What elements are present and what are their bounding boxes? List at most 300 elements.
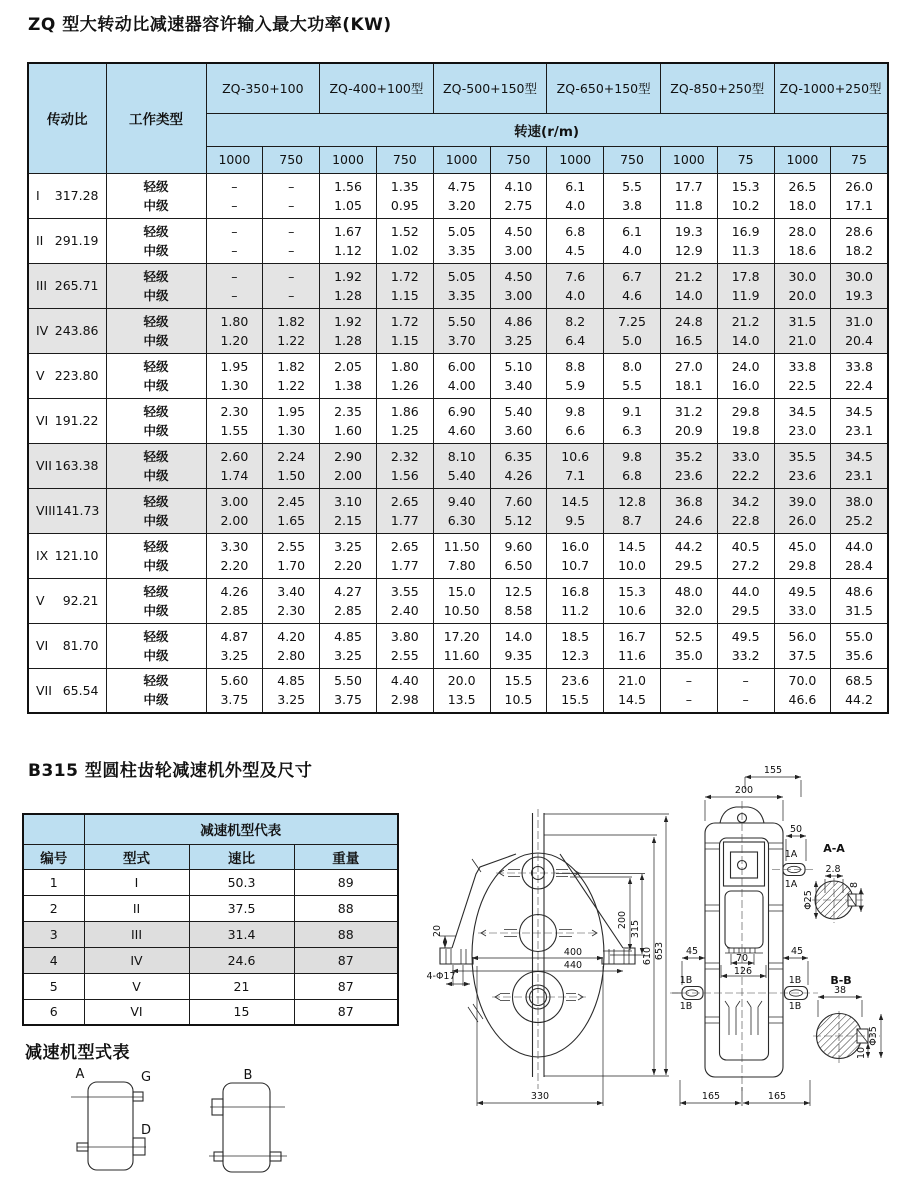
power-light-value: 7.60 bbox=[504, 493, 533, 509]
power-value-cell bbox=[547, 353, 604, 398]
power-medium-value: 2.85 bbox=[334, 602, 362, 618]
power-value-cell bbox=[547, 488, 604, 533]
power-medium-value: 3.8 bbox=[622, 197, 642, 213]
power-medium-value: 7.1 bbox=[565, 467, 586, 483]
model-table-cell: 87 bbox=[294, 973, 398, 999]
power-medium-value: 1.30 bbox=[220, 377, 249, 393]
power-medium-value: 29.8 bbox=[788, 557, 817, 573]
power-light-value: 7.25 bbox=[618, 313, 646, 329]
power-value-cell bbox=[320, 533, 377, 578]
worktype-cell bbox=[106, 623, 206, 668]
power-value-cell bbox=[263, 668, 320, 713]
power-light-value: 40.5 bbox=[731, 538, 760, 554]
type-table-title: 减速机型式表 bbox=[25, 1043, 130, 1063]
power-value-cell bbox=[717, 533, 774, 578]
power-medium-value: 2.98 bbox=[390, 692, 419, 708]
power-medium-value: 7.80 bbox=[447, 557, 476, 573]
power-value-cell bbox=[206, 578, 263, 623]
power-light-value: 2.65 bbox=[390, 538, 419, 554]
power-value-cell bbox=[831, 263, 888, 308]
power-light-value: 3.25 bbox=[334, 538, 362, 554]
power-light-value: 3.40 bbox=[277, 583, 306, 599]
power-value-cell bbox=[604, 353, 661, 398]
worktype-medium: 中级 bbox=[143, 332, 169, 348]
power-medium-value: 1.12 bbox=[334, 242, 362, 258]
power-light-value: 4.50 bbox=[504, 223, 533, 239]
power-medium-value: 1.30 bbox=[277, 422, 306, 438]
power-value-cell bbox=[433, 668, 490, 713]
power-light-value: 4.75 bbox=[447, 178, 476, 194]
speed-header: 750 bbox=[376, 146, 433, 173]
power-medium-value: 4.6 bbox=[622, 287, 642, 303]
model-table-header: 速比 bbox=[189, 844, 294, 869]
power-light-value: 1.67 bbox=[334, 223, 362, 239]
power-value-cell bbox=[433, 398, 490, 443]
worktype-medium: 中级 bbox=[143, 422, 169, 438]
ratio-value: 265.71 bbox=[54, 278, 99, 293]
power-light-value: 6.1 bbox=[622, 223, 642, 239]
power-medium-value: 11.2 bbox=[561, 602, 590, 618]
ratio-cell-content bbox=[29, 503, 106, 518]
power-medium-value: 2.15 bbox=[334, 512, 362, 528]
power-medium-value: 3.75 bbox=[334, 692, 362, 708]
power-light-value: 26.0 bbox=[845, 178, 873, 194]
worktype-light: 轻级 bbox=[143, 313, 169, 329]
dim-70: 70 bbox=[735, 953, 749, 964]
section-bb-title: B-B bbox=[830, 974, 852, 987]
power-value-cell bbox=[717, 488, 774, 533]
label-1b-lt: 1B bbox=[679, 975, 693, 986]
power-value-cell bbox=[320, 488, 377, 533]
power-medium-value: 1.56 bbox=[390, 467, 419, 483]
model-table-header-row bbox=[23, 844, 398, 869]
power-light-value: 19.3 bbox=[674, 223, 703, 239]
ratio-value: 92.21 bbox=[62, 593, 99, 608]
power-medium-value: 3.25 bbox=[504, 332, 533, 348]
power-medium-value: 18.6 bbox=[788, 242, 817, 258]
power-light-value: 14.5 bbox=[561, 493, 590, 509]
power-medium-value: 22.8 bbox=[731, 512, 760, 528]
power-light-value: 16.0 bbox=[561, 538, 590, 554]
power-value-cell bbox=[433, 488, 490, 533]
speed-header: 1000 bbox=[320, 146, 377, 173]
power-light-value: 34.5 bbox=[788, 403, 817, 419]
power-light-value: 36.8 bbox=[674, 493, 703, 509]
power-medium-value: 1.22 bbox=[277, 332, 306, 348]
power-light-value: 6.8 bbox=[565, 223, 586, 239]
power-value-cell bbox=[717, 218, 774, 263]
model-table-cell: 89 bbox=[294, 869, 398, 895]
model-table bbox=[22, 813, 399, 1026]
power-value-cell bbox=[433, 533, 490, 578]
power-value-cell bbox=[604, 668, 661, 713]
power-medium-value: 10.7 bbox=[561, 557, 590, 573]
power-medium-value: 31.5 bbox=[845, 602, 873, 618]
model-table-cell: 50.3 bbox=[189, 869, 294, 895]
power-medium-value: 1.25 bbox=[390, 422, 419, 438]
power-medium-value: 19.3 bbox=[845, 287, 873, 303]
power-value-cell bbox=[717, 443, 774, 488]
worktype-cell bbox=[106, 218, 206, 263]
power-table-row bbox=[28, 218, 888, 263]
power-light-value: 30.0 bbox=[845, 268, 873, 284]
power-value-cell bbox=[206, 308, 263, 353]
power-light-value: 34.5 bbox=[845, 403, 873, 419]
power-light-value: – bbox=[742, 673, 749, 689]
power-medium-value: 3.25 bbox=[220, 647, 249, 663]
section-bb bbox=[813, 974, 881, 1063]
power-light-value: 16.9 bbox=[731, 223, 760, 239]
worktype-light: 轻级 bbox=[143, 223, 169, 239]
power-medium-value: 26.0 bbox=[788, 512, 817, 528]
model-table-cell: 21 bbox=[189, 973, 294, 999]
power-light-value: – bbox=[231, 268, 238, 284]
power-light-value: – bbox=[288, 178, 295, 194]
power-value-cell bbox=[660, 353, 717, 398]
power-value-cell bbox=[604, 533, 661, 578]
power-light-value: – bbox=[231, 223, 238, 239]
worktype-medium: 中级 bbox=[143, 692, 169, 708]
worktype-cell bbox=[106, 398, 206, 443]
power-value-cell bbox=[774, 398, 831, 443]
power-medium-value: 24.6 bbox=[674, 512, 703, 528]
power-light-value: 1.72 bbox=[390, 313, 419, 329]
power-light-value: 48.0 bbox=[674, 583, 703, 599]
power-value-cell bbox=[320, 443, 377, 488]
ratio-value: 223.80 bbox=[54, 368, 99, 383]
power-medium-value: – bbox=[231, 197, 238, 213]
model-column-header: ZQ-500+150型 bbox=[433, 63, 547, 113]
power-value-cell bbox=[660, 578, 717, 623]
power-light-value: 4.85 bbox=[334, 628, 362, 644]
worktype-medium: 中级 bbox=[143, 197, 169, 213]
power-table-row bbox=[28, 263, 888, 308]
power-medium-value: 10.50 bbox=[443, 602, 480, 618]
model-column-header: ZQ-850+250型 bbox=[660, 63, 774, 113]
power-medium-value: 3.35 bbox=[447, 242, 476, 258]
power-medium-value: 2.55 bbox=[390, 647, 419, 663]
power-medium-value: 1.60 bbox=[334, 422, 362, 438]
model-table-cell: 3 bbox=[23, 921, 84, 947]
power-medium-value: 2.20 bbox=[334, 557, 362, 573]
power-medium-value: 25.2 bbox=[845, 512, 873, 528]
power-light-value: 8.10 bbox=[447, 448, 476, 464]
power-medium-value: 2.30 bbox=[277, 602, 306, 618]
row-numeral: V bbox=[36, 368, 45, 383]
worktype-medium: 中级 bbox=[143, 377, 169, 393]
power-medium-value: 10.5 bbox=[504, 692, 533, 708]
power-value-cell bbox=[376, 173, 433, 218]
power-value-cell bbox=[376, 623, 433, 668]
power-value-cell bbox=[376, 668, 433, 713]
power-light-value: 10.6 bbox=[561, 448, 590, 464]
ratio-cell-content bbox=[29, 458, 106, 473]
power-medium-value: – bbox=[288, 287, 295, 303]
power-value-cell bbox=[320, 308, 377, 353]
power-light-value: 6.90 bbox=[447, 403, 476, 419]
power-light-value: 21.2 bbox=[731, 313, 760, 329]
power-medium-value: 3.75 bbox=[220, 692, 249, 708]
power-value-cell bbox=[547, 308, 604, 353]
ratio-cell bbox=[28, 668, 106, 713]
power-medium-value: 1.55 bbox=[220, 422, 249, 438]
power-value-cell bbox=[263, 488, 320, 533]
power-light-value: 29.8 bbox=[731, 403, 760, 419]
power-medium-value: – bbox=[288, 197, 295, 213]
model-table-cell: 31.4 bbox=[189, 921, 294, 947]
power-medium-value: 35.0 bbox=[674, 647, 703, 663]
power-medium-value: 44.2 bbox=[845, 692, 873, 708]
worktype-light: 轻级 bbox=[143, 403, 169, 419]
dim-165l: 165 bbox=[701, 1091, 721, 1102]
power-medium-value: 0.95 bbox=[390, 197, 419, 213]
power-value-cell bbox=[717, 668, 774, 713]
power-value-cell bbox=[774, 668, 831, 713]
power-value-cell bbox=[660, 623, 717, 668]
model-table-cell: III bbox=[84, 921, 189, 947]
row-numeral: I bbox=[36, 188, 40, 203]
section-aa-title: A-A bbox=[823, 842, 845, 855]
power-value-cell bbox=[490, 308, 547, 353]
power-light-value: 2.55 bbox=[277, 538, 306, 554]
power-value-cell bbox=[433, 218, 490, 263]
power-medium-value: 5.5 bbox=[622, 377, 642, 393]
worktype-medium: 中级 bbox=[143, 287, 169, 303]
power-table-title: ZQ 型大转动比减速器容许输入最大功率(KW) bbox=[28, 15, 392, 35]
power-value-cell bbox=[433, 578, 490, 623]
power-medium-value: 3.00 bbox=[504, 287, 533, 303]
power-value-cell bbox=[831, 668, 888, 713]
power-value-cell bbox=[547, 173, 604, 218]
dim-200-front: 200 bbox=[617, 910, 628, 930]
power-value-cell bbox=[547, 578, 604, 623]
power-light-value: 33.0 bbox=[731, 448, 760, 464]
ratio-value: 65.54 bbox=[62, 682, 99, 698]
power-light-value: 5.10 bbox=[504, 358, 533, 374]
power-value-cell bbox=[660, 308, 717, 353]
power-light-value: 15.3 bbox=[731, 178, 760, 194]
power-light-value: 8.2 bbox=[565, 313, 586, 329]
power-value-cell bbox=[831, 353, 888, 398]
power-value-cell bbox=[547, 668, 604, 713]
ratio-cell-content bbox=[29, 368, 106, 383]
reducer-type-diagrams bbox=[0, 1055, 420, 1200]
power-medium-value: 10.2 bbox=[731, 197, 760, 213]
power-medium-value: 2.80 bbox=[277, 647, 306, 663]
power-value-cell bbox=[320, 623, 377, 668]
dim-610: 610 bbox=[642, 946, 653, 966]
power-medium-value: 14.0 bbox=[731, 332, 760, 348]
model-table-cell: 5 bbox=[23, 973, 84, 999]
model-table-cell: V bbox=[84, 973, 189, 999]
power-light-value: 9.8 bbox=[565, 403, 586, 419]
model-table-cell: 88 bbox=[294, 895, 398, 921]
power-light-value: 35.2 bbox=[674, 448, 703, 464]
power-medium-value: 22.2 bbox=[731, 467, 760, 483]
power-medium-value: 6.4 bbox=[565, 332, 586, 348]
power-medium-value: 27.2 bbox=[731, 557, 760, 573]
power-value-cell bbox=[320, 173, 377, 218]
dim-20: 20 bbox=[432, 924, 443, 938]
power-light-value: 12.8 bbox=[618, 493, 646, 509]
power-light-value: 56.0 bbox=[788, 628, 817, 644]
label-1b-rt: 1B bbox=[788, 975, 802, 986]
power-light-value: – bbox=[288, 268, 295, 284]
power-medium-value: 8.7 bbox=[622, 512, 642, 528]
power-value-cell bbox=[660, 533, 717, 578]
power-value-cell bbox=[376, 263, 433, 308]
ratio-cell-content bbox=[29, 413, 106, 428]
power-light-value: 2.05 bbox=[334, 358, 362, 374]
power-light-value: 14.5 bbox=[618, 538, 646, 554]
power-value-cell bbox=[206, 443, 263, 488]
power-light-value: 31.5 bbox=[788, 313, 817, 329]
power-medium-value: – bbox=[288, 242, 295, 258]
power-medium-value: 15.5 bbox=[561, 692, 590, 708]
power-medium-value: 1.70 bbox=[277, 557, 306, 573]
power-value-cell bbox=[433, 263, 490, 308]
power-light-value: 70.0 bbox=[788, 673, 817, 689]
power-light-value: 33.8 bbox=[845, 358, 873, 374]
model-table-cell: IV bbox=[84, 947, 189, 973]
type-label-b: B bbox=[243, 1068, 253, 1083]
power-medium-value: 4.00 bbox=[447, 377, 476, 393]
front-view bbox=[426, 809, 669, 1106]
power-light-value: 30.0 bbox=[788, 268, 817, 284]
power-light-value: 15.5 bbox=[504, 673, 533, 689]
worktype-light: 轻级 bbox=[143, 583, 169, 599]
power-medium-value: 8.58 bbox=[504, 602, 533, 618]
power-value-cell bbox=[433, 173, 490, 218]
power-light-value: 4.50 bbox=[504, 268, 533, 284]
power-medium-value: 33.0 bbox=[788, 602, 817, 618]
power-light-value: 5.5 bbox=[622, 178, 642, 194]
model-table-header: 编号 bbox=[23, 844, 84, 869]
model-table-corner-cell bbox=[23, 814, 84, 844]
model-table-row bbox=[23, 947, 398, 973]
power-value-cell bbox=[263, 353, 320, 398]
power-medium-value: 3.00 bbox=[504, 242, 533, 258]
worktype-cell bbox=[106, 263, 206, 308]
power-light-value: 3.00 bbox=[220, 493, 249, 509]
power-value-cell bbox=[604, 623, 661, 668]
power-light-value: 2.32 bbox=[390, 448, 419, 464]
power-medium-value: 29.5 bbox=[731, 602, 760, 618]
power-medium-value: 3.25 bbox=[334, 647, 362, 663]
dim-315: 315 bbox=[630, 919, 641, 939]
power-value-cell bbox=[490, 218, 547, 263]
power-value-cell bbox=[490, 578, 547, 623]
worktype-medium: 中级 bbox=[143, 242, 169, 258]
worktype-cell bbox=[106, 488, 206, 533]
power-value-cell bbox=[831, 623, 888, 668]
power-medium-value: 2.00 bbox=[220, 512, 249, 528]
power-value-cell bbox=[206, 173, 263, 218]
power-light-value: 1.86 bbox=[390, 403, 419, 419]
power-medium-value: 3.40 bbox=[504, 377, 533, 393]
power-value-cell bbox=[604, 308, 661, 353]
power-value-cell bbox=[206, 218, 263, 263]
power-medium-value: 6.6 bbox=[565, 422, 586, 438]
model-table-row bbox=[23, 869, 398, 895]
model-column-header: ZQ-1000+250型 bbox=[774, 63, 888, 113]
power-light-value: 9.60 bbox=[504, 538, 533, 554]
speed-header: 1000 bbox=[774, 146, 831, 173]
power-value-cell bbox=[604, 218, 661, 263]
power-light-value: 34.5 bbox=[845, 448, 873, 464]
power-value-cell bbox=[774, 623, 831, 668]
type-label-d: D bbox=[140, 1123, 152, 1138]
label-1b-lb: 1B bbox=[679, 1001, 693, 1012]
speed-header: 1000 bbox=[660, 146, 717, 173]
power-medium-value: 23.6 bbox=[788, 467, 817, 483]
dim-165r: 165 bbox=[767, 1091, 787, 1102]
power-light-value: 5.40 bbox=[504, 403, 533, 419]
ratio-cell-content bbox=[29, 593, 106, 608]
row-numeral: VIII bbox=[36, 503, 56, 518]
worktype-cell bbox=[106, 578, 206, 623]
power-medium-value: 1.65 bbox=[277, 512, 306, 528]
power-medium-value: 3.60 bbox=[504, 422, 533, 438]
model-table-cell: 1 bbox=[23, 869, 84, 895]
ratio-cell bbox=[28, 173, 106, 218]
power-light-value: 3.30 bbox=[220, 538, 249, 554]
worktype-medium: 中级 bbox=[143, 512, 169, 528]
power-medium-value: 28.4 bbox=[845, 557, 873, 573]
power-medium-value: 9.35 bbox=[504, 647, 533, 663]
model-table-cell: 87 bbox=[294, 999, 398, 1025]
power-medium-value: – bbox=[742, 692, 749, 708]
power-value-cell bbox=[831, 173, 888, 218]
power-value-cell bbox=[376, 353, 433, 398]
power-medium-value: 1.74 bbox=[220, 467, 249, 483]
power-value-cell bbox=[376, 443, 433, 488]
power-value-cell bbox=[490, 398, 547, 443]
power-value-cell bbox=[547, 218, 604, 263]
dim-45r: 45 bbox=[790, 946, 804, 957]
ratio-value: 191.22 bbox=[54, 413, 99, 428]
power-light-value: 5.50 bbox=[334, 673, 362, 689]
model-table-cell: 24.6 bbox=[189, 947, 294, 973]
power-value-cell bbox=[433, 308, 490, 353]
power-medium-value: 20.0 bbox=[788, 287, 817, 303]
power-value-cell bbox=[604, 263, 661, 308]
power-value-cell bbox=[206, 668, 263, 713]
ratio-value: 81.70 bbox=[62, 638, 99, 653]
ratio-cell-content bbox=[29, 233, 106, 248]
ratio-value: 317.28 bbox=[54, 188, 99, 203]
row-numeral: V bbox=[36, 593, 45, 608]
power-medium-value: 1.20 bbox=[220, 332, 249, 348]
power-medium-value: 18.2 bbox=[845, 242, 873, 258]
type-diagram-left bbox=[71, 1067, 151, 1170]
ratio-cell bbox=[28, 218, 106, 263]
power-medium-value: 4.0 bbox=[565, 287, 586, 303]
power-table-row bbox=[28, 533, 888, 578]
power-value-cell bbox=[263, 578, 320, 623]
power-light-value: 48.6 bbox=[845, 583, 873, 599]
power-light-value: 33.8 bbox=[788, 358, 817, 374]
worktype-medium: 中级 bbox=[143, 602, 169, 618]
power-medium-value: 23.1 bbox=[845, 422, 873, 438]
model-table-cell: VI bbox=[84, 999, 189, 1025]
power-medium-value: 18.1 bbox=[674, 377, 703, 393]
power-medium-value: 20.9 bbox=[674, 422, 703, 438]
power-light-value: 4.20 bbox=[277, 628, 306, 644]
ratio-cell bbox=[28, 263, 106, 308]
power-medium-value: 12.3 bbox=[561, 647, 590, 663]
ratio-cell-content bbox=[29, 638, 106, 653]
